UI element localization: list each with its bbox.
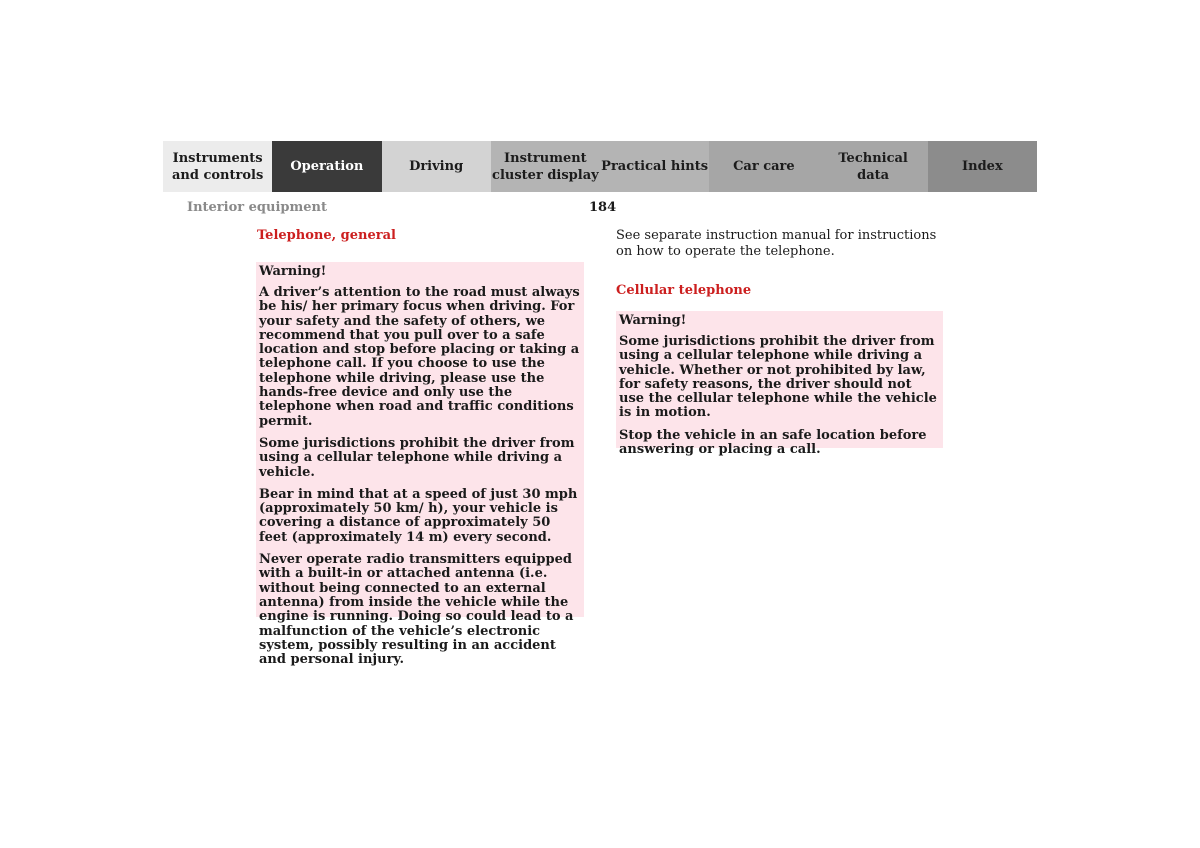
warning-paragraph: A driver’s attention to the road must always be his/ her primary focus when driving. For your safety and the safety of others, we recommend that you pull over to a safe location and stop before placing or taking a telephone call. If you choose to use the telephone while driving, please use the hands-free device and only use the telephone when road and traffic conditions permit.	[259, 285, 580, 429]
heading-telephone-general: Telephone, general	[257, 228, 396, 243]
intro-text: See separate instruction manual for instructions on how to operate the telephone.	[616, 228, 937, 259]
tab-practical-hints[interactable]: Practical hints	[600, 141, 709, 192]
tab-driving[interactable]: Driving	[382, 141, 491, 192]
warning-paragraph: Some jurisdictions prohibit the driver from using a cellular telephone while driving a vehicle.	[259, 435, 575, 480]
tab-instrument-cluster-display[interactable]: Instrument cluster display	[491, 141, 600, 192]
warning-paragraph: Some jurisdictions prohibit the driver from using a cellular telephone while driving a vehicle. Whether or not prohibited by law, for safety reasons, the driver should not use the cellular telephone while the vehicle is in motion.	[619, 334, 937, 421]
page-number: 184	[589, 200, 617, 215]
warning-title: Warning!	[619, 313, 687, 328]
tab-car-care[interactable]: Car care	[709, 141, 818, 192]
chapter-tab-bar	[163, 141, 1037, 192]
tab-instruments-and-controls[interactable]: Instruments and controls	[163, 141, 272, 192]
tab-operation[interactable]: Operation	[272, 141, 381, 192]
tab-technical-data[interactable]: Technical data	[819, 141, 928, 192]
tab-index[interactable]: Index	[928, 141, 1037, 192]
warning-title: Warning!	[259, 264, 327, 279]
warning-box-telephone	[256, 262, 584, 668]
warning-paragraph: Bear in mind that at a speed of just 30 mph (approximately 50 km/ h), your vehicle is covering a distance of approximately 50 feet (approximately 14 m) every second.	[259, 486, 578, 545]
warning-paragraph: Never operate radio transmitters equipped with a built-in or attached antenna (i.e. without being connected to an external antenna) from inside the vehicle while the engine is running. Doing so could lead to a malfunction of the vehicle’s electronic system, possibly resulting in an accident and personal injury.	[259, 552, 574, 668]
section-label: Interior equipment	[187, 200, 327, 215]
warning-box-cellular	[616, 311, 943, 458]
warning-paragraph: Stop the vehicle in an safe location before answering or placing a call.	[619, 427, 927, 458]
heading-cellular-telephone: Cellular telephone	[616, 283, 752, 298]
